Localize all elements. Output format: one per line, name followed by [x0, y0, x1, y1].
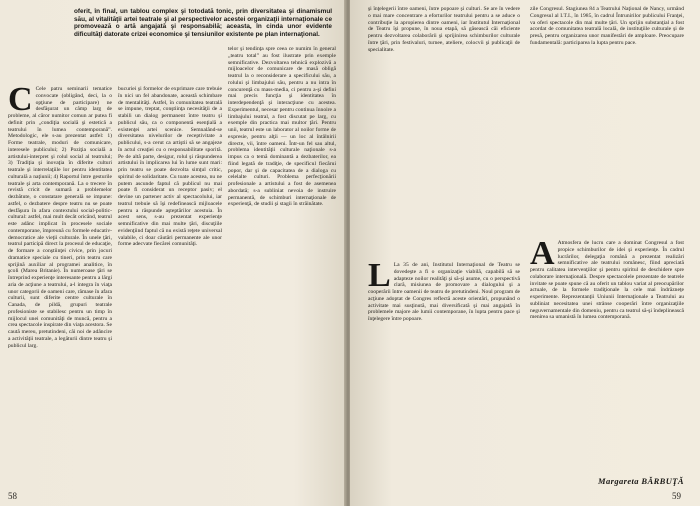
left-column-3-text: telor şi tendinţa spre ceea ce numim în general „teatru total” au fost ilustrate prin exemple semnificative. Dezvoltarea tehnică explozivă a mijloacelor de comunicare de masă obligă teatrul la o reconsiderare a specificului său, a rolului şi limbajului său, pentru a nu intra în concurenţă cu mass-media, ci pentru a-şi defini mai precis funcţia şi identitatea în interdependenţă şi interacţiune cu acestea. Experimentul, necesar pentru continua înnoire a limbajului teatral, a fost discutat pe larg, cu exemple din practica mai multor ţări. Pentru unii, teatrul este un laborator al noilor forme de expresie, pentru alţii — un loc al întâlnirii directe, vii, între oameni. Într-un fel sau altul, problema identităţii culturale naţionale s-a impus ca o temă dominantă a dezbaterilor, ea fiind legată de tradiţie, de specificul fiecărui popor, dar şi de capacitatea de a dialoga cu celelalte culturi. Problema perfecţionării profesionale a artistului a fost de asemenea abordată; s-a subliniat nevoia de instruire permanentă, de schimburi internaţionale de experienţă, de studii şi stagii în străinătate.	[228, 46, 336, 208]
drop-cap: C	[8, 86, 33, 118]
page-number-right: 59	[672, 491, 681, 501]
drop-cap-a: A	[530, 240, 555, 272]
right-column-1-top	[368, 6, 520, 256]
right-column-1-bottom-text: La 35 de ani, Institutul Internaţional de Teatru se dovedeşte a fi o organizaţie viabilă, capabilă să se adapteze noilor realităţi şi să-şi asume, cu o perspectivă clară, misiunea de promovare a dialogului şi a cooperării între oamenii de teatru de pretutindeni. Noul program de acţiune adoptat de Congres reflectă aceste orientări, propunând o activitate mai susţinută, mai diversificată şi mai angajată în problemele majore ale lumii contemporane, în lupta pentru pace şi înţelegere între popoare.	[368, 262, 520, 322]
left-page	[0, 0, 346, 506]
right-column-1-top-text: şi înţelegerii între oameni, între popoare şi culturi. Se are în vedere o mai mare concentrare a eforturilor teatrului pentru a se aduce o contribuţie la apropierea dintre oameni, iar Institutul Internaţional de Teatru îşi propune, în noua etapă, să găsească căi eficiente pentru dezvoltarea colaborării şi sprijinirea schimburilor culturale între ţări, prin festivaluri, turnee, ateliere, colocvii şi publicaţii de specialitate.	[368, 6, 520, 53]
right-column-2-top	[530, 6, 684, 234]
left-column-1	[8, 86, 112, 494]
left-column-1-text: Cele patru seminarii tematice convocate (obligând, deci, la o opţiune de participare) ne desfăşurat un câmp larg de probleme, al căror numitor comun ar putea fi definit prin „condiţia socială şi estetică a teatrului în lumea contemporană”. Metodologic, ele s-au prezentat astfel: 1) Forme teatrale, moduri de comunicare, interesele publicului; 2) Poziţia socială a artistului-interpret şi rolul social al teatrului; 3) Tradiţia şi inovaţia în diferite culturi teatrale şi interrelaţiile lor pentru identitatea culturală a naţiunii; 4) Raportul între gesturile teatrale şi arta contemporană. La o trecere în revistă cricit de sumară a problemelor dezbătute, o constatare generală se impune: astfel, o dezbatere despre teatru nu se poate desfăşura în afara contextului social-politic-cultural: astfel, mai mult decât oricând, teatrul este adânc implicat în procesele sociale contemporane, împreună cu formele educativ-democratice ale vieţii culturale. În unele ţări, teatrul participă direct la procesul de educaţie, de formare a conştiinţei civice, prin jocuri dramatice speciale cu tineri, prin teatru care sprijină auxiliar al programei analitice, în şcoli (Marea Britanie). În numeroase ţări se întreprind experienţe interesante pentru a lărgi aria de acţiune a teatrului, a-l integra în viaţa unor categorii de oameni care, rămase în afara culturii, sunt diferite centre culturale în Canada, de pildă, grupuri teatrale profesioniste se stabilesc pentru un timp în mijlocul unei comunităţi de muncă, pentru a crea spectacole inspirate din viaţa acestora. Se caută mereu, pretutindeni, căi noi de adâncire a activităţii teatrale, a legăturii dintre teatru şi publicul larg.	[8, 86, 112, 349]
left-column-2	[118, 86, 222, 494]
right-column-2-bottom-text: Atmosfera de lucru care a dominat Congresul a fost propice schimburilor de idei şi experienţe. În cadrul lucrărilor, delegaţia română a prezentat realizări semnificative ale teatrului românesc, fiind apreciată pentru calitatea intervenţiilor şi pentru spiritul de deschidere spre colaborare internaţională. Despre spectacolele prezentate de teatrele invitate se poate spune că au oferit un tablou variat al preocupărilor actuale, de la formele tradiţionale la cele mai îndrăzneţe experimente. Reprezentanţii Uniunii Internaţionale a Teatrului au subliniat necesitatea unei strânse cooperări între organizaţiile neguvernamentale din domeniu, pentru ca teatrul să-şi îndeplinească menirea sa umanistă în lumea contemporană.	[530, 240, 684, 321]
author-signature: Margareta BĂRBUŢĂ	[598, 476, 684, 486]
article-intro: oferit, în final, un tablou complex şi totodată tonic, prin diversitatea şi dinamismul său, al vitalităţii artei teatrale şi al perspectivelor acestei organizaţii internaţionale ce promovează o artă angajată şi responsabilă; aceasta, în cinda unor evidente dificultăţi datorate crizei economice şi tensiunilor existente pe plan internaţional.	[74, 8, 332, 38]
drop-cap-l: L	[368, 262, 391, 294]
right-column-1-bottom	[368, 262, 520, 500]
left-column-3	[228, 46, 336, 494]
left-column-2-text: bucuriei şi formelor de exprimare care trebuie în nici un fel abandonate, această schimbare de mentalităţi. Astfel, în comunitatea teatrală se impune, treptat, conştiinţa necesităţii de a stabili un dialog permanent între teatru şi publicul său, ca o componentă esenţială a existenţei artei scenice. Semnalând-se diversitatea nivelurilor de receptivitate a publicului, s-a cerut ca artiştii să se angajeze în actul creaţiei cu o responsabilitate sporită. Pe de altă parte, desigur, rolul şi răspunderea artistului în implicarea lui în lume sunt mari: prin teatru se poate dezvolta simţul critic, spiritul de solidaritate. Cu toate acestea, nu ne putem ascunde faptul că publicul nu mai poate fi considerat un receptor pasiv; el devine un partener activ al spectacolului, iar teatrul trebuie să îşi redefinească mijloacele pentru a răspunde aşteptărilor acestuia. În acest sens, s-au prezentat experienţe semnificative din mai multe ţări, discuţiile evidenţiind faptul că nu există reţete universal valabile, ci doar căutări permanente ale unor forme adecvate fiecărei comunităţi.	[118, 86, 222, 248]
right-column-2-bottom	[530, 240, 684, 470]
page-number-left: 58	[8, 491, 17, 501]
right-page	[350, 0, 700, 506]
right-column-2-top-text: zile Congresul. Stagiunea 84 a Teatrului Naţional de Nancy, urmând Congresul al I.T.I., în 1985, în cadrul Întrunirilor publicului Franţei, va oferi spectacole din mai multe ţări. Un sprijin substanţial a fost acordat de comunitatea teatrală locală, de instituţiile culturale şi de presă, pentru organizarea unor manifestări de amploare. Preocupare fundamentală: participarea la lupta pentru pace.	[530, 6, 684, 46]
